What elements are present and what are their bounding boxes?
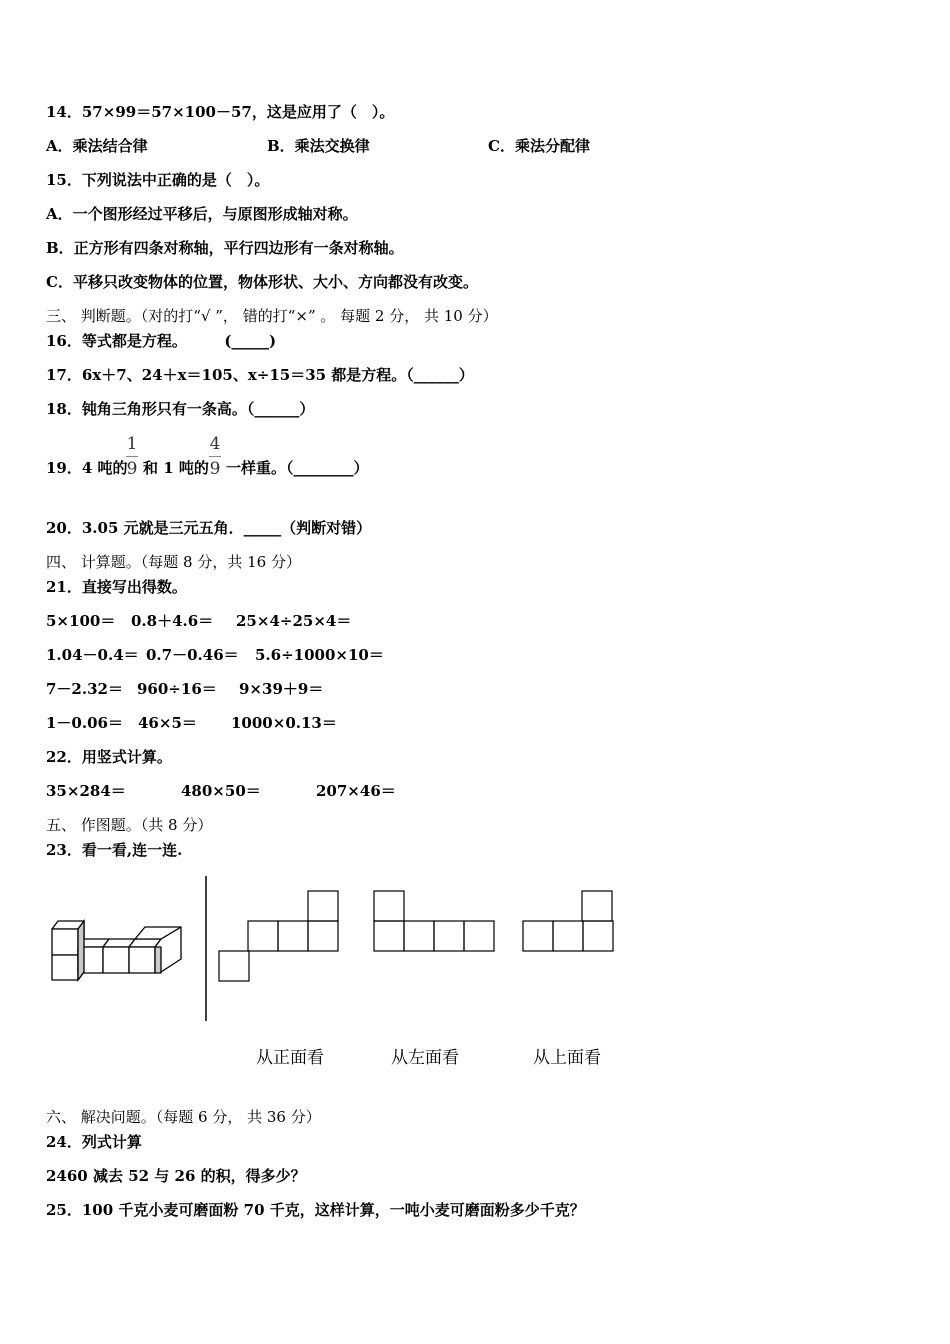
q14-option-b: B．乘法交换律 [267,137,370,155]
q15-option-a: A．一个图形经过平移后，与原图形成轴对称。 [46,205,358,223]
left-view-figure [372,889,496,953]
section-5-heading: 五、 作图题。（共 8 分） [46,816,213,834]
front-view-figure [217,889,341,983]
q14-option-c: C．乘法分配律 [488,137,590,155]
q19-frac2-bar [209,456,221,457]
q21-item: 46×5＝ [138,714,197,732]
q22-item: 207×46＝ [316,782,396,800]
q19-frac1-numerator: 1 [126,434,138,454]
q17: 17．6x＋7、24＋x＝105、x÷15＝35 都是方程。（______） [46,366,474,384]
label-front-view: 从正面看 [256,1048,324,1068]
q21-item: 9×39＋9＝ [239,680,324,698]
q24-body: 2460 减去 52 与 26 的积，得多少？ [46,1167,306,1185]
q19-frac1-bar [126,456,138,457]
q25: 25．100 千克小麦可磨面粉 70 千克，这样计算，一吨小麦可磨面粉多少千克？ [46,1201,585,1219]
q16: 16．等式都是方程。 (_____) [46,332,277,350]
q14-stem: 14．57×99＝57×100－57，这是应用了（ ）。 [46,103,395,121]
q23-stem: 23．看一看,连一连. [46,841,183,859]
q19-frac2-denominator: 9 [209,459,221,479]
q15-option-b: B．正方形有四条对称轴，平行四边形有一条对称轴。 [46,239,404,257]
top-view-figure [521,889,615,953]
q21-item: 0.8＋4.6＝ [131,612,214,630]
cube-solid-figure [48,915,184,985]
q18: 18．钝角三角形只有一条高。（______） [46,400,315,418]
q15-option-c: C．平移只改变物体的位置，物体形状、大小、方向都没有改变。 [46,273,478,291]
section-6-heading: 六、 解决问题。（每题 6 分， 共 36 分） [46,1108,321,1126]
q21-item: 960÷16＝ [137,680,217,698]
q19-part2: 和 1 吨的 [143,459,209,477]
q22-stem: 22．用竖式计算。 [46,748,172,766]
q21-item: 1－0.06＝ [46,714,123,732]
q19-frac1-denominator: 9 [126,459,138,479]
q14-option-a: A．乘法结合律 [46,137,148,155]
section-3-heading: 三、 判断题。（对的打“√ ”， 错的打“×” 。 每题 2 分， 共 10 分） [46,307,498,325]
q19-part3: 一样重。（________） [226,459,369,477]
q24-stem: 24．列式计算 [46,1133,142,1151]
q21-item: 1000×0.13＝ [231,714,337,732]
divider-line [203,876,209,1022]
q21-item: 1.04－0.4＝ [46,646,139,664]
q21-stem: 21．直接写出得数。 [46,578,187,596]
q21-item: 25×4÷25×4＝ [236,612,352,630]
q19-frac2-numerator: 4 [209,434,221,454]
q15-stem: 15．下列说法中正确的是（ ）。 [46,171,270,189]
section-4-heading: 四、 计算题。（每题 8 分，共 16 分） [46,553,301,571]
q19-part1: 19．4 吨的 [46,459,128,477]
q22-item: 480×50＝ [181,782,261,800]
q22-item: 35×284＝ [46,782,126,800]
label-left-view: 从左面看 [391,1048,459,1068]
label-top-view: 从上面看 [533,1048,601,1068]
q21-item: 7－2.32＝ [46,680,123,698]
q21-item: 0.7－0.46＝ [146,646,239,664]
q21-item: 5×100＝ [46,612,116,630]
q21-item: 5.6÷1000×10＝ [255,646,384,664]
q20: 20．3.05 元就是三元五角．_____（判断对错） [46,519,372,537]
